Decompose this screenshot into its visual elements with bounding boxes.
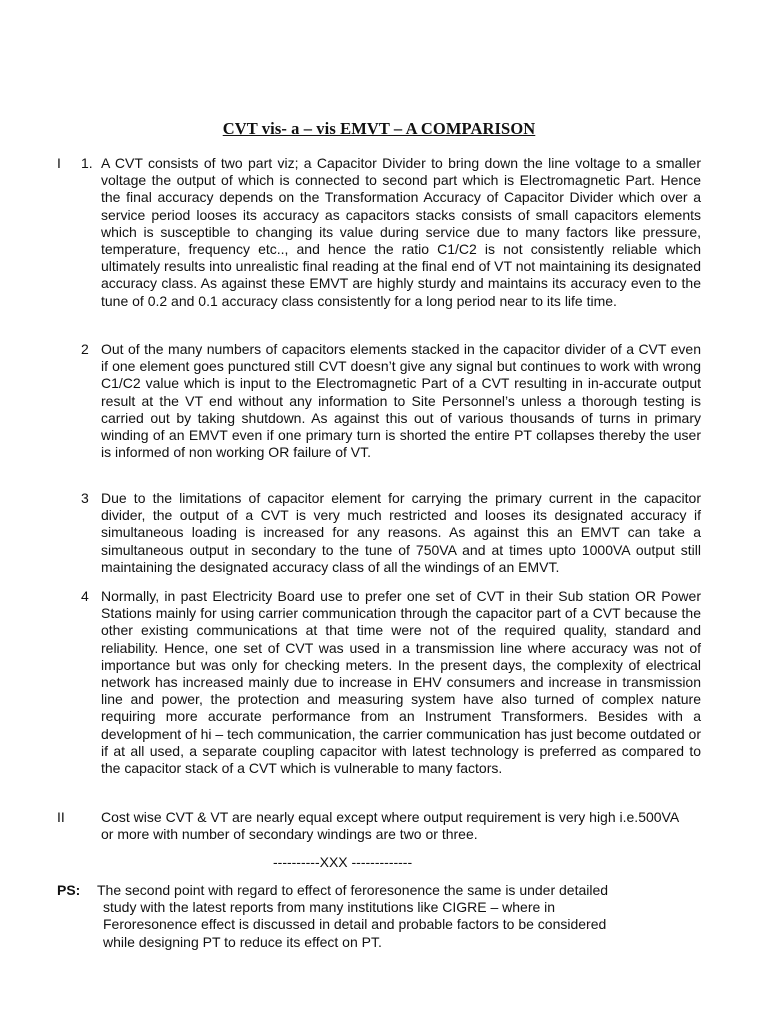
point-2-text: Out of the many numbers of capacitors elements stacked in the capacitor divider of a CVT even if one element goes punctured still CVT doesn’t give any signal but continues to work with wrong C1/C2 value which is input to the Electromagnetic Part of a CVT resulting in in-accurate output result at the VT end without any information to Site Personnel’s unless a thorough testing is carried out by taking shutdown. As against this out of various thousands of turns in primary winding of an EMVT even if one primary turn is shorted the entire PT collapses thereby the user is informed of non working OR failure of VT. xyxy=(101,341,701,461)
ps-line: study with the latest reports from many institutions like CIGRE – where in xyxy=(103,899,556,916)
section-one-marker: I xyxy=(57,155,61,171)
point-1-number: 1. xyxy=(81,155,93,171)
section-two-text: Cost wise CVT & VT are nearly equal except where output requirement is very high i.e.500VA or more with number of secondary windings are two or three. xyxy=(101,809,679,843)
point-2-number: 2 xyxy=(81,341,89,357)
point-4-number: 4 xyxy=(81,588,89,604)
point-1-text: A CVT consists of two part viz; a Capacitor Divider to bring down the line voltage to a smaller voltage the output of which is connected to second part which is Electromagnetic Part. Hence the final accuracy depends on the Transformation Accuracy of Capacitor Divider which over a service period looses its accuracy as capacitors stacks consists of small capacitors elements which is susceptible to changing its value during service due to many factors like pressure, temperature, frequency etc.., and hence the ratio C1/C2 is not consistently reliable which ultimately results into unrealistic final reading at the final end of VT not maintaining its designated accuracy class. As against these EMVT are highly sturdy and maintains its accuracy even to the tune of 0.2 and 0.1 accuracy class consistently for a long period near to its life time. xyxy=(101,155,701,309)
point-3-text: Due to the limitations of capacitor element for carrying the primary current in the capacitor divider, the output of a CVT is very much restricted and looses its designated accuracy if simultaneous loading is increased for any reasons. As against this an EMVT can take a simultaneous output in secondary to the tune of 750VA and at times upto 1000VA output still maintaining the designated accuracy class of all the windings of an EMVT. xyxy=(101,490,701,575)
ps-line: while designing PT to reduce its effect on PT. xyxy=(103,933,382,950)
point-4-text: Normally, in past Electricity Board use to prefer one set of CVT in their Sub station OR Power Stations mainly for using carrier communication through the capacitor part of a CVT because the other existing communications at that time were not of the required quality, standard and reliability. Hence, one set of CVT was used in a transmission line where accuracy was not of importance but was only for checking meters. In the present days, the complexity of electrical network has increased mainly due to increase in EHV consumers and increase in transmission line and power, the protection and measuring system have also turned of complex nature requiring more accurate performance from an Instrument Transformers. Besides with a development of hi – tech communication, the carrier communication has just become outdated or if at all used, a separate coupling capacitor with latest technology is preferred as compared to the capacitor stack of a CVT which is vulnerable to many factors. xyxy=(101,588,701,777)
ps-line: The second point with regard to effect of feroresonence the same is under detailed xyxy=(97,882,609,898)
section-two-marker: II xyxy=(57,809,65,825)
ps-text xyxy=(97,882,677,951)
ps-label: PS: xyxy=(57,882,81,898)
separator: ----------XXX ------------- xyxy=(273,854,413,870)
point-3-number: 3 xyxy=(81,490,89,506)
ps-line: Feroresonence effect is discussed in detail and probable factors to be considered xyxy=(103,916,607,933)
document-title: CVT vis- a – vis EMVT – A COMPARISON xyxy=(222,119,536,138)
